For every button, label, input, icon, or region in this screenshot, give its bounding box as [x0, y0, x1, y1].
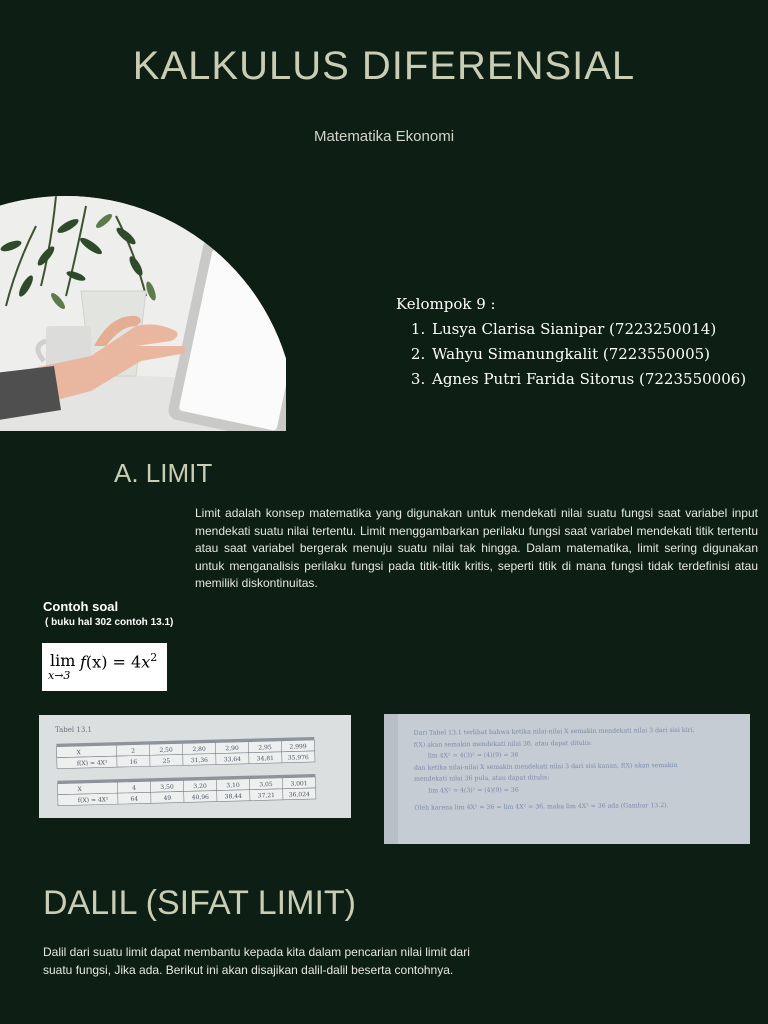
textbook-lines: [414, 724, 745, 814]
table-cell: 49: [163, 794, 172, 802]
table-cell: 36,024: [288, 791, 310, 799]
dalil-paragraph: Dalil dari suatu limit dapat membantu kepada kita dalam pencarian nilai limit dari suatu fungsi, Jika ada. Berikut ini akan disajikan dalil-dalil beserta contohnya.: [43, 945, 470, 977]
formula-lim: lim: [50, 651, 76, 670]
textbook-line: lim 4X² = 4(3)² = (4)(9) = 36: [427, 751, 519, 760]
table-cell: 3,05: [259, 781, 273, 789]
table-row-label: f(X) = 4X²: [76, 759, 108, 768]
table-cell: 2,90: [225, 744, 239, 753]
table-row-label: X: [76, 749, 82, 757]
header-photo: [0, 196, 286, 431]
table-cell: 64: [130, 795, 139, 803]
table-cell: 2,999: [289, 743, 307, 751]
table-caption: Tabel 13.1: [55, 726, 92, 734]
table-cell: 31,36: [190, 756, 209, 765]
textbook-line: dan ketika nilai-nilai X semakin mendekati nilai 3 dari sisi kanan, f(X) akan semakin: [413, 761, 678, 772]
textbook-line: Oleh karena lim 4X² = 36 = lim 4X² = 36, maka lim 4X² = 36 ada (Gambar 13.2).: [414, 802, 669, 812]
list-item: 3. Agnes Putri Farida Sitorus (7223550006): [430, 367, 746, 392]
table-cell: 4: [132, 784, 137, 792]
formula-exponent: 2: [150, 651, 158, 664]
table-row-label: X: [77, 786, 82, 794]
table-cell: 38,44: [224, 792, 243, 801]
member-list: [396, 317, 746, 392]
section-heading-limit: A. LIMIT: [114, 458, 213, 488]
textbook-line: lim 4X² = 4(3)² = (4)(9) = 36: [428, 786, 519, 795]
table-cell: 3,001: [290, 780, 308, 788]
textbook-line: Dari Tabel 13.1 terlihat bahwa ketika nilai-nilai X semakin mendekati nilai 3 dari sisi kiri,: [413, 726, 695, 737]
formula-body: (x) = 4: [85, 652, 142, 672]
photo-illustration: [0, 196, 286, 431]
table-cell: 2,80: [192, 745, 206, 754]
example-label: Contoh soal: [43, 599, 119, 614]
table-cell: 40,96: [191, 793, 210, 802]
table-row-label: f(X) = 4X²: [77, 796, 109, 805]
table-cell: 35,976: [287, 754, 309, 762]
example-reference: ( buku hal 302 contoh 13.1): [45, 617, 174, 628]
textbook-photo: [384, 714, 750, 844]
table-illustration: [39, 715, 351, 818]
table-cell: 33,64: [223, 755, 242, 764]
formula-expression: [80, 651, 157, 671]
formula-function: f: [80, 652, 86, 672]
page-edge: [384, 714, 398, 844]
table-cell: 3,10: [226, 781, 240, 790]
table-photo: [39, 715, 351, 818]
textbook-line: f(X) akan semakin mendekati nilai 36, atau dapat ditulis:: [413, 739, 592, 749]
page-title: KALKULUS DIFERENSIAL: [132, 44, 636, 88]
table-cell: 25: [162, 757, 171, 765]
table-cell: 34,81: [256, 755, 275, 763]
table-cell: 2: [131, 747, 136, 755]
group-label: Kelompok 9 :: [396, 295, 496, 313]
table-cell: 2,95: [258, 744, 272, 752]
page-subtitle: Matematika Ekonomi: [313, 128, 455, 145]
list-item: 1. Lusya Clarisa Sianipar (7223250014): [430, 317, 746, 342]
table-cell: 3,20: [193, 782, 207, 791]
list-item: 2. Wahyu Simanungkalit (7223550005): [430, 342, 746, 367]
limit-paragraph: Limit adalah konsep matematika yang digunakan untuk mendekati nilai suatu fungsi saat variabel input mendekati suatu nilai tertentu. Limit menggambarkan perilaku fungsi saat variabel mendekati titik tertentu atau saat variabel bergerak menuju suatu nilai tak hingga. Dalam matematika, limit sering digunakan untuk menganalisis perilaku fungsi pada titik-titik kritis, seperti titik di mana fungsi tidak terdefinisi atau memiliki diskontinuitas.: [195, 506, 758, 591]
table-cell: 3,50: [160, 783, 174, 792]
table-cell: 2,50: [159, 746, 173, 755]
photo-circle: [0, 196, 286, 431]
section-heading-dalil: DALIL (SIFAT LIMIT): [43, 884, 356, 922]
table-cell: 37,21: [257, 792, 276, 800]
table-cell: 16: [129, 758, 138, 766]
formula-variable: x: [141, 652, 151, 672]
limit-formula: [42, 643, 167, 691]
textbook-line: mendekati nilai 36 pula, atau dapat ditulis:: [414, 774, 550, 783]
formula-subscript: x→3: [48, 669, 71, 682]
group-info: [396, 292, 746, 392]
